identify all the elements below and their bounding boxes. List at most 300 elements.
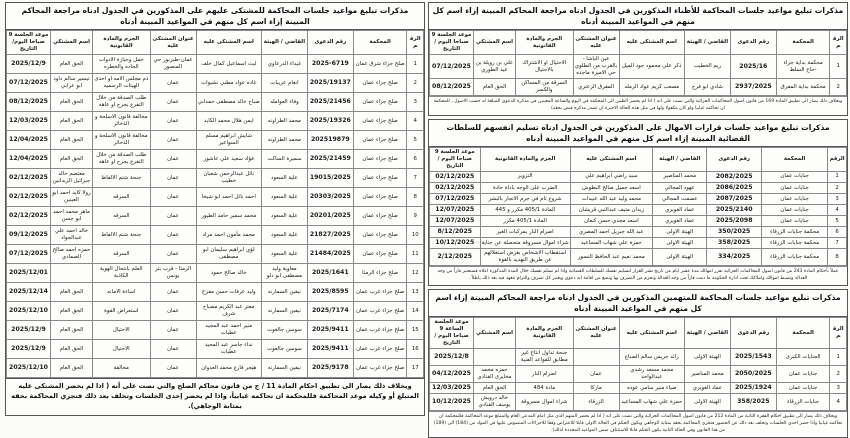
column-header: اسم المشتكى عليه <box>196 31 261 55</box>
table-cell: محكمة جنايات الزرقاء <box>761 238 827 249</box>
table-cell: صلح جزاء عمان <box>353 131 407 150</box>
table-cell: جنايات عمان <box>761 205 827 216</box>
column-header: رقم الدعوى <box>307 31 353 55</box>
table-cell: 21484/2025 <box>307 245 353 264</box>
table-cell: 2025/9411 <box>307 340 353 359</box>
notice-suspects <box>428 2 848 116</box>
notice-accused-title: مذكرات تبليغ مواعيد جلسات المحاكمة للمتهمين المذكورين في الجدول ادناه مراجعة المحاكم المبينة إزاء اسم كل منهم في المواعيد المبينة أدناه <box>429 290 847 317</box>
table-cell: الهيئة الاولى <box>653 249 707 266</box>
table-cell: 3 <box>830 383 847 394</box>
column-header: رقم الدعوى <box>707 147 761 171</box>
accused-table <box>429 317 847 411</box>
column-header: اسم المشتكى عليه <box>570 147 652 171</box>
table-row <box>430 366 847 383</box>
table-cell: صلح جزاء الرمثا <box>353 264 407 283</box>
table-cell: 1 <box>830 55 847 79</box>
notice-accused <box>428 289 848 438</box>
table-cell: 19015/2025 <box>307 169 353 188</box>
table-cell: خالد صالح حمود <box>196 264 261 283</box>
table-cell: 5 <box>407 131 424 150</box>
column-header: عنوان المشتكى عليه <box>150 31 196 55</box>
table-cell: الاحتيال <box>92 321 150 340</box>
table-cell: جنايات عمان <box>761 194 827 205</box>
column-header: عنوان المشتكى عليه <box>573 31 619 55</box>
table-cell: عمان <box>150 150 196 169</box>
notice-grace-period-title: مذكرات تبليغ مواعيد جلسات قرارات الامهال على المذكورين في الجدول ادناه تسليم انفسهم للسلطات القضائية المبينة إزاء اسم كل منهم في المواعيد المبينة أدناه <box>429 120 847 147</box>
table-cell: خالد درويش يوسف الفنادي <box>474 394 516 411</box>
header-row <box>430 318 847 349</box>
table-row <box>7 112 424 131</box>
column-header: المحكمة <box>776 318 830 349</box>
table-cell: 15 <box>407 321 424 340</box>
table-cell: عمان <box>150 169 196 188</box>
column-header: الجرم والمادة القانونية <box>515 318 573 349</box>
table-cell: عصمت المجالي <box>653 194 707 205</box>
table-cell: الحق العام <box>51 55 93 74</box>
column-header: موعد الجلسة 9 صباحا اليوم / التاريخ <box>430 147 481 171</box>
table-row <box>7 264 424 283</box>
table-cell: صلح جزاء عمان <box>353 93 407 112</box>
table-cell: اضرام النار <box>515 366 573 383</box>
table-cell: مادة 484 <box>515 383 573 394</box>
table-cell: نائل عبدالرحمن شعبان خطيب <box>196 169 261 188</box>
table-cell: معتز عبد الكريم مصباح شرف <box>196 302 261 321</box>
table-cell: الحق العام <box>51 321 93 340</box>
header-row <box>430 147 847 171</box>
table-row <box>7 74 424 93</box>
table-cell: الضرب على الوجه باداة حادة <box>480 183 570 194</box>
table-cell: 1 <box>830 349 847 366</box>
grace-period-legal-note: عملاً بأحكام المادة 243 من قانون اصول المحاكمات الجزائية نقرر امهالك مدة عشر ايام من تاريخ نشر القرار لتسليم نفسك للسلطات القضائية واذا لم تسلم نفسك خلال المدة المذكورة اعلاه فستعتبر فاراً من وجه العدالة وتضبط اموالك واملاكك تحت ادارة الحكومة ما دمت فاراً من وجه العدالة وتحرم من التصرف بها وتمنع من اقامة اية دعوى ويعتبر كل تصرف والتزام تتعهد فيه بعد ذلك باطلاً . <box>429 266 847 285</box>
table-row <box>430 55 847 79</box>
table-cell: حمل وحيازة الادوات الحاده والخطره <box>92 55 150 74</box>
table-cell: مخالفة <box>92 359 150 378</box>
table-cell: احمد نائل احمد ابو شيخا <box>196 188 261 207</box>
column-header: الرقم <box>407 31 424 55</box>
table-cell: 12/04/2025 <box>7 131 51 150</box>
table-cell: 2/12/2025 <box>430 249 481 266</box>
table-cell: 2937/2025 <box>730 79 776 96</box>
table-cell: عمان <box>573 366 619 383</box>
table-row <box>430 227 847 238</box>
table-cell: عمان <box>150 359 196 378</box>
table-cell: 2025/1641 <box>307 264 353 283</box>
table-cell: 4 <box>830 394 847 411</box>
table-cell: 2086/2025 <box>707 183 761 194</box>
table-cell: علي بن رويلة بن عيد الطوري <box>474 55 516 79</box>
table-cell: جنحة تداول انتاج غير مطابق للقواعد الفنية <box>515 349 573 366</box>
grace-period-table <box>429 147 847 267</box>
table-cell: حمزه احمد صالح الصمادي <box>51 245 93 264</box>
table-cell: الاحتيال <box>92 340 150 359</box>
table-cell: غيداء الدرعاوي <box>261 55 307 74</box>
table-cell: صلح جزاء عمان <box>353 245 407 264</box>
column-header: الرقم <box>830 318 847 349</box>
table-row <box>7 359 424 378</box>
table-cell: صباح خالد مصطفى حمداني <box>196 93 261 112</box>
table-row <box>430 249 847 266</box>
table-cell: 8 <box>828 249 847 266</box>
table-cell: ضياء منير سامي عوده <box>619 383 684 394</box>
table-cell: 07/12/2025 <box>430 55 474 79</box>
table-cell: الحق العام <box>51 112 93 131</box>
table-cell: ماهر محمد احمد ابو حسن <box>51 207 93 226</box>
table-cell: الهيئة الاولى <box>653 238 707 249</box>
column-header: اسم المشتكي <box>51 31 93 55</box>
table-cell: نداء جاسر عبد المجيد عطيات <box>196 340 261 359</box>
table-cell: 10/12/2025 <box>430 238 481 249</box>
column-header: الجرم والمادة القانونية <box>480 147 570 171</box>
table-cell: 5 <box>828 216 847 227</box>
table-cell: صلح جزاء غرب عمان <box>353 302 407 321</box>
table-cell: 07/12/2025 <box>7 245 51 264</box>
table-cell: هيجر فارع محمد العدوان <box>196 359 261 378</box>
table-cell: خالد احمد علي عبدالجواد <box>51 226 93 245</box>
table-cell: صلح جزاء شرق عمان <box>353 55 407 74</box>
table-row <box>7 188 424 207</box>
column-header: الجرم والمادة القانونية <box>92 31 150 55</box>
table-cell: طلب الصدقة من خلال التفرع بجرح او عاهه <box>92 150 150 169</box>
table-cell: 2025-6719 <box>307 55 353 74</box>
table-cell: عمان <box>150 74 196 93</box>
table-cell: 2025/12/9 <box>7 321 51 340</box>
suspects-table <box>429 30 847 96</box>
table-cell: اضرام النار بمركبات الغير <box>480 227 570 238</box>
table-cell: سوسن جالغوت <box>261 321 307 340</box>
table-cell: 2082/2025 <box>707 171 761 182</box>
column-header: القاضي / الهيئة <box>684 318 730 349</box>
table-cell: 10 <box>407 226 424 245</box>
table-row <box>7 340 424 359</box>
table-cell: 4 <box>407 112 424 131</box>
table-cell: الهيئة الاولى <box>684 349 730 366</box>
column-header: المحكمة <box>776 31 830 55</box>
table-cell: استعراض القوة <box>92 302 150 321</box>
table-cell: زيدان متيف عبدالنبي قريشان <box>570 205 652 216</box>
table-cell: الجنايات الكبرى <box>776 349 830 366</box>
table-cell: مصعب كريم عواد الرمله <box>619 79 684 96</box>
table-cell: 2025/12/14 <box>7 283 51 302</box>
table-cell: المادة 405/1 مكرر <box>480 216 570 227</box>
table-row <box>430 216 847 227</box>
column-header: الجرم والمادة القانونية <box>515 31 573 55</box>
table-cell: اسعد مجدي حسن كنعان <box>570 216 652 227</box>
table-cell: 2050/2025 <box>730 366 776 383</box>
table-cell: الهيئة الاولى <box>653 227 707 238</box>
table-cell: نيفين السمارنه <box>261 283 307 302</box>
table-cell: غاده عواد مطني نشيوات <box>196 74 261 93</box>
table-cell: 2025/9411 <box>307 321 353 340</box>
table-cell: جنايات عمان <box>761 171 827 182</box>
table-cell: 2 <box>407 74 424 93</box>
table-cell: ايمن هلال محمد الكايد <box>196 112 261 131</box>
table-cell: 3 <box>828 194 847 205</box>
table-row <box>430 349 847 366</box>
table-cell: 6 <box>828 227 847 238</box>
table-cell: سيد راضي ابراهيم علي <box>570 171 652 182</box>
table-cell: ماركا <box>573 383 619 394</box>
table-cell: محمد سمير حامد الطيور <box>196 207 261 226</box>
table-cell: طلب الصدقة من خلال التفرع بجرح او عاهه <box>92 93 150 112</box>
table-cell: 2025/12/9 <box>7 340 51 359</box>
table-cell: صلح جزاء عمان <box>353 207 407 226</box>
table-cell <box>51 264 93 283</box>
table-cell: محمد المناصير <box>653 171 707 182</box>
table-cell: محمد مسعد رشدي عبدالواحد <box>619 366 684 383</box>
table-cell: محكمة بداية جزاء -حاج السلط <box>776 55 830 79</box>
table-cell: 3 <box>407 93 424 112</box>
table-row <box>430 205 847 216</box>
table-cell: شادي ابو فرح <box>684 79 730 96</box>
table-cell: 1 <box>407 55 424 74</box>
table-cell: وليد عرفات حسن مفرج <box>196 283 261 302</box>
table-cell: مخالفة قانون الاسلحة و الذخائر <box>92 112 150 131</box>
table-cell: عمان-طبربور حي المنصور <box>150 55 196 74</box>
table-cell: السرقه <box>92 207 150 226</box>
table-cell: عماد الغويري <box>653 205 707 216</box>
header-row <box>430 31 847 55</box>
table-cell: 09/12/2025 <box>7 226 51 245</box>
table-cell: شايش ابراهيم مسلم السواعير <box>196 131 261 150</box>
column-header: الرقم <box>828 147 847 171</box>
table-cell: 2025/19326 <box>307 112 353 131</box>
table-cell: حمزة علي شهاب المساعيد <box>619 394 684 411</box>
table-row <box>7 321 424 340</box>
table-cell <box>474 349 516 366</box>
table-cell: حمزة علي شهاب المساعيد <box>570 238 652 249</box>
table-cell: عبد الله جبريل احمد المصري <box>570 227 652 238</box>
table-cell: صلح جزاء عمان <box>353 188 407 207</box>
table-row <box>430 171 847 182</box>
table-cell: 08/12/2025 <box>430 79 474 96</box>
table-cell: عمان <box>150 93 196 112</box>
table-cell: صلح جزاء غرب عمان <box>353 359 407 378</box>
table-row <box>7 93 424 112</box>
table-cell: نيفين السمارنه <box>261 359 307 378</box>
table-cell: استقطاب الاشخاص بغرض استغلالهم عن طريق التهديد بالقوة <box>480 249 570 266</box>
table-cell: 2025/2140 <box>707 205 761 216</box>
right-column <box>428 2 848 434</box>
table-cell: نيفين السمارنه <box>261 302 307 321</box>
table-cell: 20201/2025 <box>307 207 353 226</box>
table-cell: 202519879 <box>307 131 353 150</box>
table-cell: المفرق الزعتري <box>573 79 619 96</box>
table-cell: 2 <box>830 366 847 383</box>
table-cell: 2025/21456 <box>307 93 353 112</box>
table-cell: محمد المناصير <box>684 366 730 383</box>
table-cell: عمان <box>150 112 196 131</box>
left-column <box>5 2 425 410</box>
table-cell: 21827/2025 <box>307 226 353 245</box>
table-cell: 334/2025 <box>707 249 761 266</box>
table-cell: عمان <box>150 321 196 340</box>
table-cell: جنحة شتم الالفاظ <box>92 226 150 245</box>
table-cell: الزرقاء <box>573 394 619 411</box>
table-cell: السرقة من المساكن والكسر <box>515 79 573 96</box>
table-cell: شروع تام في جرم الاتجار بالبشر <box>480 194 570 205</box>
table-cell: معتصم خالد جبرائيل الزيدانين <box>51 169 93 188</box>
table-cell: حمزه محمد مخايرى الفنادي <box>474 366 516 383</box>
table-cell: جنايات الزرقاء <box>776 394 830 411</box>
table-cell: عمان <box>150 131 196 150</box>
column-header: اسم المشتكي <box>474 31 516 55</box>
column-header: موعد الجلسة 9 صباحا اليوم/التاريخ <box>7 31 51 55</box>
header-row <box>7 31 424 55</box>
table-cell: 2025/12/10 <box>7 302 51 321</box>
table-cell: السرقه <box>92 245 150 264</box>
table-row <box>7 283 424 302</box>
table-cell: مخالفة قانون الاسلحة و الذخائر <box>92 131 150 150</box>
column-header: موعد الجلسة الساعة 9 صباحا اليوم / التاريخ <box>430 318 474 349</box>
table-row <box>7 131 424 150</box>
table-cell: الحق العام <box>51 340 93 359</box>
table-cell: عمان <box>150 245 196 264</box>
table-cell: جنايات عمان <box>776 383 830 394</box>
table-cell: ريم الخطيب <box>684 55 730 79</box>
column-header: القاضي / الهيئة <box>653 147 707 171</box>
table-cell: الحق العام <box>51 302 93 321</box>
table-cell: علية السعود <box>261 226 307 245</box>
column-header: الرقم <box>830 31 847 55</box>
table-cell: صلح جزاء عمان <box>353 226 407 245</box>
table-cell: سميرة الساكت <box>261 150 307 169</box>
table-cell: علية السعود <box>261 188 307 207</box>
table-cell: التزوير <box>480 171 570 182</box>
table-cell: شراء اموال مسروقة <box>515 394 573 411</box>
table-cell: عمان <box>150 207 196 226</box>
table-cell: 2025/9178 <box>307 359 353 378</box>
table-cell: الحق العام <box>51 150 93 169</box>
table-cell: محكمة جنايات الزرقاء <box>761 227 827 238</box>
table-cell: اسعد جميل صالح البطوش <box>570 183 652 194</box>
table-cell: رولا كايد احمد ابو العينين <box>51 188 93 207</box>
table-cell: 2 <box>830 79 847 96</box>
table-row <box>7 207 424 226</box>
table-cell: 2025/12/8 <box>430 349 474 366</box>
table-cell: صلح جزاء عمان <box>353 169 407 188</box>
table-cell: العلم بانتحال الهوية الكاذبة <box>92 264 150 283</box>
table-cell: 08/12/2025 <box>7 93 51 112</box>
table-cell: 12 <box>407 264 424 283</box>
table-cell: وفاء العوامله <box>261 93 307 112</box>
table-row <box>7 302 424 321</box>
table-cell: 2025/19137 <box>307 74 353 93</box>
column-header: اسم المشتكي <box>474 318 516 349</box>
table-cell: عماد الغويري <box>684 383 730 394</box>
table-cell: 12/07/2025 <box>430 205 481 216</box>
column-header: رقم الدعوى <box>730 318 776 349</box>
table-cell: السرقه <box>92 188 150 207</box>
table-cell: 350/2025 <box>707 227 761 238</box>
defendants-table <box>6 30 424 378</box>
table-cell: صلح جزاء عمان <box>353 112 407 131</box>
table-cell: 358/2025 <box>730 394 776 411</box>
table-cell: 8/12/2025 <box>430 227 481 238</box>
table-cell: 2025/12/10 <box>7 359 51 378</box>
table-cell: عمان <box>150 340 196 359</box>
table-cell: 02/12/2025 <box>430 171 481 182</box>
table-cell: شراء اموال مسروقة متحصلة عن جناية <box>480 238 570 249</box>
table-cell: 2025/12/01 <box>7 264 51 283</box>
table-cell: الحق العام <box>51 131 93 150</box>
table-cell: 12/07/2025 <box>430 216 481 227</box>
table-cell: محمد الطراونه <box>261 112 307 131</box>
table-cell: 2025/16 <box>730 55 776 79</box>
table-cell: ذم مجلس الامه او احدى الهيئات الرسميه <box>92 74 150 93</box>
table-cell: محمد مأمون احمد مراد <box>196 226 261 245</box>
table-cell: علية السعود <box>261 245 307 264</box>
table-cell: المادة 405/1 مكرر و 445 <box>480 205 570 216</box>
table-cell: 04/12/2025 <box>430 366 474 383</box>
table-cell: 12/04/2025 <box>7 150 51 169</box>
notice-suspects-title: مذكرات تبليغ مواعيد جلسات المحاكمة للأظناء المذكورين في الجدول ادناه مراجعة المحاكم المبينة إزاء اسم كل منهم في المواعيد المبينة أدناه <box>429 3 847 30</box>
table-cell: عمان <box>150 226 196 245</box>
table-cell: عمان <box>150 283 196 302</box>
table-cell: 02/12/2025 <box>7 169 51 188</box>
table-cell: ليث اسماعيل كمال خلف <box>196 55 261 74</box>
table-cell: 2025/8595 <box>307 283 353 302</box>
table-cell: فؤاد سعيد علي عاشور <box>196 150 261 169</box>
table-cell: 02/12/2025 <box>7 188 51 207</box>
table-cell: صلح جزاء غرب عمان <box>353 283 407 302</box>
table-row <box>430 79 847 96</box>
table-cell: الرمثا - قرب بئر يونس <box>150 264 196 283</box>
table-cell: 6 <box>407 150 424 169</box>
table-cell: محكمة بداية المفرق <box>776 79 830 96</box>
table-cell: صلح جزاء عمان <box>353 74 407 93</box>
defendants-legal-note: وبخلاف ذلك يصار الى تطبيق احكام المادة 11 / ج من قانون محاكم الصلح والتي نصت على أنه ( اذا لم يحضر المشتكى عليه المتبلغ أو وكيله موعد المحاكمة فللمحكمة ان تحاكمه غيابياً، واذا لم يحضر إحدى الجلسات وتخلف بعد ذلك فتجري المحاكمة بحقه بمثابة الوجاهي). <box>6 378 424 415</box>
table-cell: 10/12/2025 <box>430 394 474 411</box>
table-cell: محمد الطراونه <box>261 131 307 150</box>
table-cell: الحق العام <box>474 79 516 96</box>
column-header: المحكمة <box>761 147 827 171</box>
table-cell: عهود المجالي <box>653 183 707 194</box>
column-header: موعد الجلسة 9 صباحا اليوم / التاريخ <box>430 31 474 55</box>
column-header: رقم الدعوى <box>730 31 776 55</box>
table-row <box>430 383 847 394</box>
accused-legal-note: وبخلاف ذلك يصار الى تطبيق احكام الفقرة الثانية من المادة 212 من قانون اصول المحاكمات الجزائية والتي نصت على انه ( اذا لم يحضر المتهم الذي مثل امام المدعي العام والمتبلغ موعد المحاكمة فللمحكمة ان تحاكمه غيابيا واذا حضر احدى الجلسات وتخلف بعد ذلك عن الحضور فتجري المحاكمة بحقه بمثابة الوجاهي ويكون الحكم في الحالة الاولى قابلا للاعتراض وفقا للاجراءات المنصوص عليها في المواد من (184) الى (189) من هذا القانون وفي الحالة الثانية يكون الحكم قابلا للاستئناف ضمن المواعيد المحددة لذلك). <box>429 411 847 437</box>
table-cell: اساءة الامانه <box>92 283 150 302</box>
table-cell: محمد نعيم عبد الحافظ النسور <box>570 249 652 266</box>
table-cell: الحق العام <box>51 359 93 378</box>
table-cell: رائد جريس سالم الصناع <box>619 349 684 366</box>
table-cell: عمان <box>150 188 196 207</box>
table-cell: تيسير سالم داود ابو عرابي <box>51 74 93 93</box>
table-row <box>430 394 847 411</box>
table-cell: علية السعود <box>261 207 307 226</box>
table-row <box>430 183 847 194</box>
table-cell: سوسن جالغوت <box>261 340 307 359</box>
table-cell: 8 <box>407 188 424 207</box>
table-cell: 2025/12/9 <box>7 55 51 74</box>
table-row <box>430 194 847 205</box>
table-cell: 2025/21459 <box>307 150 353 169</box>
notice-defendants-title: مذكرات تبليغ مواعيد جلسات المحاكمة للمشتكى عليهم على المذكورين في الجدول ادناه مراجعة المحاكم المبينة إزاء اسم كل منهم في المواعيد المبينة أدناه <box>6 3 424 30</box>
table-cell: 7 <box>828 238 847 249</box>
table-cell: 12/03/2025 <box>7 112 51 131</box>
table-cell: عين الباشا - بالقرب من الطلوي حي الاميرة ماجده <box>573 55 619 79</box>
table-cell: 2025/1924 <box>730 383 776 394</box>
column-header: القاضي / الهيئة <box>684 31 730 55</box>
column-header: عنوان المشتكى عليه <box>573 318 619 349</box>
table-row <box>7 150 424 169</box>
table-cell: جنايات عمان <box>776 366 830 383</box>
table-row <box>7 169 424 188</box>
table-cell: 9 <box>407 207 424 226</box>
table-cell: 02/12/2025 <box>7 207 51 226</box>
table-cell: 14 <box>407 302 424 321</box>
table-row <box>7 55 424 74</box>
